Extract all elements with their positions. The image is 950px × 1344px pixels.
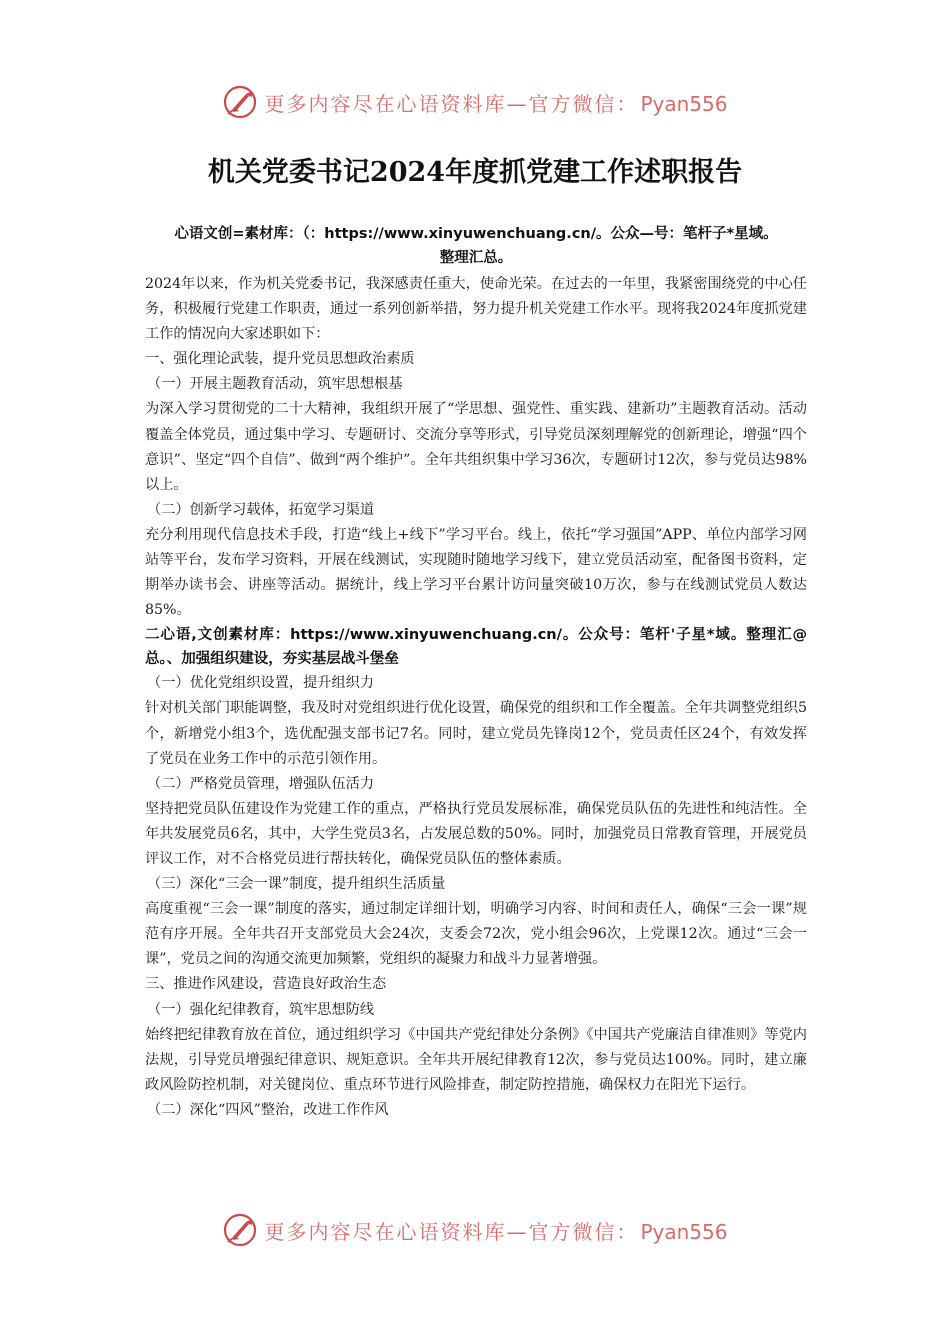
section-1-2-heading: （二）创新学习载体，拓宽学习渠道 — [147, 501, 375, 518]
section-3-2-heading: （二）深化“四风”整治，改进工作作风 — [147, 1101, 389, 1118]
section-2-1-body: 针对机关部门职能调整，我及时对党组织进行优化设置，确保党的组织和工作全覆盖。全年共调整党组织5个，新增党小组3个，选优配强支部书记7名。同时，建立党员先锋岗12个，党员责任区24个，有效发挥了党员在业务工作中的示范引领作用。 — [145, 700, 807, 767]
section-2-1-heading: （一）优化党组织设置，提升组织力 — [147, 675, 375, 692]
quill-logo-icon — [222, 1212, 258, 1248]
section-1-2-body: 充分利用现代信息技术手段，打造“线上+线下”学习平台。线上，依托“学习强国”APP、单位内部学习网站等平台，发布学习资料，开展在线测试，实现随时随地学习线下，建立党员活动室，配备图书资料，定期举办读书会、讲座等活动。据统计，线上学习平台累计访问量突破10万次，参与在线测试党员人数达85%。 — [145, 526, 807, 619]
wechat-id: Pyan556 — [640, 91, 728, 116]
section-3-1-heading: （一）强化纪律教育，筑牢思想防线 — [147, 1001, 375, 1018]
document-body — [145, 222, 807, 1123]
banner-text: 更多内容尽在心语资料库—官方微信： Pyan556 — [264, 1219, 728, 1244]
promo-section-2-heading: 二心语,文创素材库：https://www.xinyuwenchuang.cn/。公众号：笔杆'子星*域。整理汇@总。、加强组织建设，夯实基层战斗堡垒 — [145, 627, 807, 668]
banner-text: 更多内容尽在心语资料库—官方微信： Pyan556 — [264, 91, 728, 116]
section-2-3-body: 高度重视“三会一课”制度的落实，通过制定详细计划，明确学习内容、时间和责任人，确保“三会一课”规范有序开展。全年共召开支部党员大会24次，支委会72次，党小组会96次，上党课12次。通过“三会一课”，党员之间的沟通交流更加频繁，党组织的凝聚力和战斗力显著增强。 — [145, 901, 807, 968]
section-3-heading: 三、推进作风建设，营造良好政治生态 — [145, 976, 387, 993]
intro-paragraph: 2024年以来，作为机关党委书记，我深感责任重大，使命光荣。在过去的一年里，我紧密围绕党的中心任务，积极履行党建工作职责，通过一系列创新举措，努力提升机关党建工作水平。现将我2024年度抓党建工作的情况向大家述职如下： — [145, 276, 807, 343]
wechat-id: Pyan556 — [640, 1219, 728, 1244]
section-2-2-body: 坚持把党员队伍建设作为党建工作的重点，严格执行党员发展标准，确保党员队伍的先进性和纯洁性。全年共发展党员6名，其中，大学生党员3名，占发展总数的50%。同时，加强党员日常教育管理，开展党员评议工作，对不合格党员进行帮扶转化，确保党员队伍的整体素质。 — [145, 800, 807, 867]
section-2-3-heading: （三）深化“三会一课”制度，提升组织生活质量 — [147, 876, 446, 893]
document-title: 机关党委书记2024年度抓党建工作述职报告 — [207, 157, 743, 188]
section-1-1-body: 为深入学习贯彻党的二十大精神，我组织开展了“学思想、强党性、重实践、建新功”主题教育活动。活动覆盖全体党员，通过集中学习、专题研讨、交流分享等形式，引导党员深刻理解党的创新理论，增强“四个意识”、坚定“四个自信”、做到“两个维护”。全年共组织集中学习36次，专题研讨12次，参与党员达98%以上。 — [145, 401, 807, 493]
section-3-1-body: 始终把纪律教育放在首位，通过组织学习《中国共产党纪律处分条例》《中国共产党廉洁自律准则》等党内法规，引导党员增强纪律意识、规矩意识。全年共开展纪律教育12次，参与党员达100%。同时，建立廉政风险防控机制，对关键岗位、重点环节进行风险排查，制定防控措施，确保权力在阳光下运行。 — [145, 1026, 807, 1093]
header-banner — [0, 82, 950, 122]
promo-line: 心语文创=素材库：（：https://www.xinyuwenchuang.cn/。公众—号：笔杆子*星域。 整理汇总。 — [174, 226, 778, 266]
footer-banner — [0, 1210, 950, 1250]
section-1-heading: 一、强化理论武装，提升党员思想政治素质 — [145, 351, 415, 368]
section-2-2-heading: （二）严格党员管理，增强队伍活力 — [147, 775, 375, 792]
section-1-1-heading: （一）开展主题教育活动，筑牢思想根基 — [147, 376, 403, 393]
quill-logo-icon — [222, 84, 258, 120]
